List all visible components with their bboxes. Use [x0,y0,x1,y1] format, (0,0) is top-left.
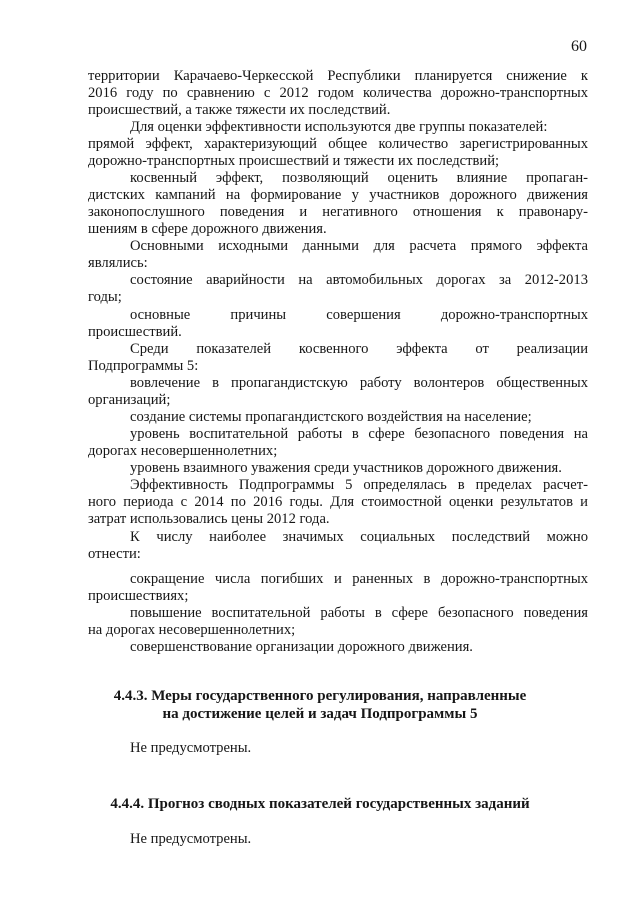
text-line: законопослушного поведения и негативного отношения к правонару- [88,204,588,220]
text-line: вовлечение в пропагандистскую работу волонтеров общественных [130,375,588,391]
section-heading-4-4-4: 4.4.4. Прогноз сводных показателей государственных заданий [110,796,530,812]
section-heading-4-4-3-continued: на достижение целей и задач Подпрограммы 5 [162,706,478,722]
text-line: Подпрограммы 5: [88,358,199,374]
text-line: происшествиях; [88,588,189,604]
text-line: повышение воспитательной работы в сфере безопасного поведения [130,605,588,621]
text-line: являлись: [88,255,148,271]
text-line: 2016 году по сравнению с 2012 годом количества дорожно-транспортных [88,85,588,101]
text-line: затрат использовались цены 2012 года. [88,511,330,527]
text-line: организаций; [88,392,171,408]
text-line: ного периода с 2014 по 2016 годы. Для стоимостной оценки результатов и [88,494,588,510]
text-line: территории Карачаево-Черкесской Республики планируется снижение к [88,68,588,84]
text-line: уровень взаимного уважения среди участников дорожного движения. [130,460,562,476]
text-line: отнести: [88,546,141,562]
text-line: совершенствование организации дорожного движения. [130,639,473,655]
section-text-4-4-4: Не предусмотрены. [130,831,252,847]
text-line: дорожно-транспортных происшествий и тяжести их последствий; [88,153,500,169]
text-line: Для оценки эффективности используются две группы показателей: [130,119,548,135]
text-line: Эффективность Подпрограммы 5 определялась в пределах расчет- [130,477,588,493]
text-line: происшествий, а также тяжести их последствий. [88,102,391,118]
text-line: происшествий. [88,324,182,340]
text-line: Среди показателей косвенного эффекта от реализации [130,341,588,357]
text-line: дорогах несовершеннолетних; [88,443,278,459]
text-line: шениям в сфере дорожного движения. [88,221,327,237]
section-text-4-4-3: Не предусмотрены. [130,740,252,756]
text-line: основные причины совершения дорожно-транспортных [130,307,588,323]
page-number: 60 [571,38,587,55]
text-line: Основными исходными данными для расчета прямого эффекта [130,238,588,254]
text-line: уровень воспитательной работы в сфере безопасного поведения на [130,426,588,442]
section-heading-4-4-3: 4.4.3. Меры государственного регулирования, направленные [113,688,527,704]
text-line: косвенный эффект, позволяющий оценить влияние пропаган- [130,170,588,186]
text-line: сокращение числа погибших и раненных в дорожно-транспортных [130,571,588,587]
text-line: годы; [88,289,122,305]
text-line: на дорогах несовершеннолетних; [88,622,296,638]
text-line: дистских кампаний на формирование у участников дорожного движения [88,187,588,203]
text-line: создание системы пропагандистского воздействия на население; [130,409,532,425]
text-line: состояние аварийности на автомобильных дорогах за 2012-2013 [130,272,588,288]
text-line: прямой эффект, характеризующий общее количество зарегистрированных [88,136,588,152]
text-line: К числу наиболее значимых социальных последствий можно [130,529,588,545]
